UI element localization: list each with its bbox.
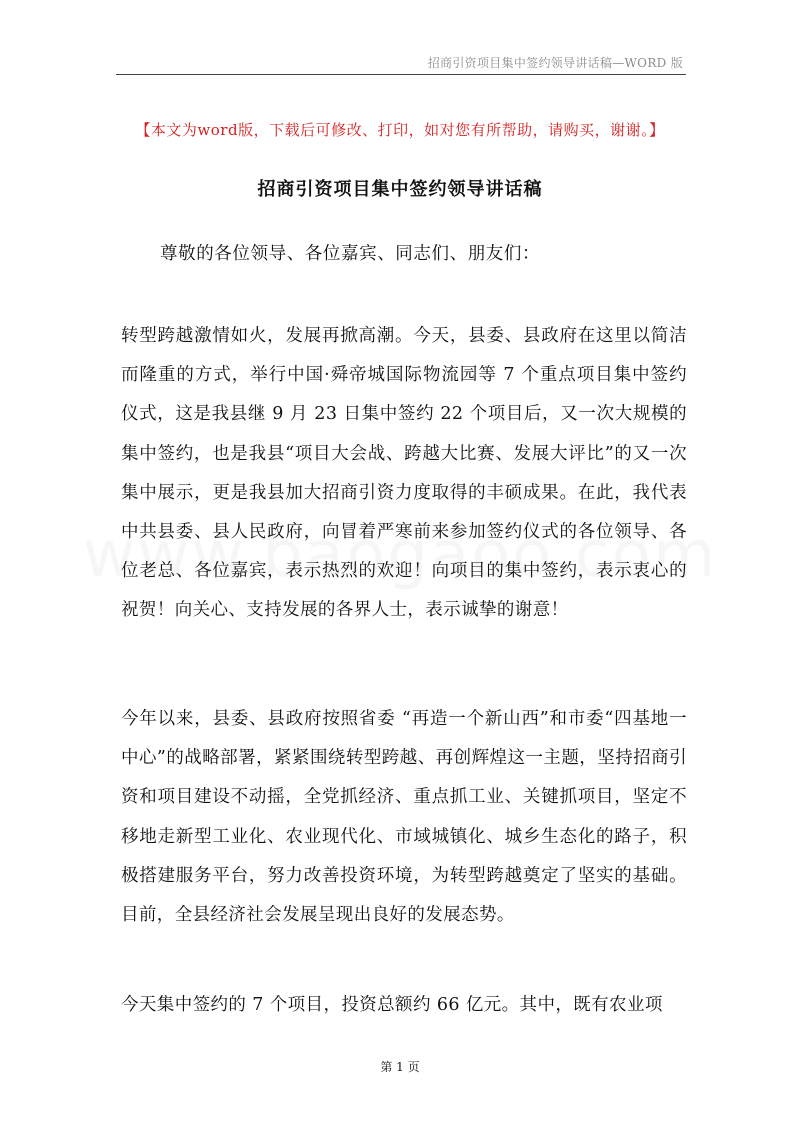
document-title: 招商引资项目集中签约领导讲话稿 (257, 179, 543, 200)
paragraph-3: 今天集中签约的 7 个项目，投资总额约 66 亿元。其中，既有农业项 (121, 995, 663, 1015)
paragraph-2: 今年以来，县委、县政府按照省委 “再造一个新山西”和市委“四基地一中心”的战略部署，紧紧围绕转型跨越、再创辉煌这一主题，坚持招商引资和项目建设不动摇，全党抓经济、重点抓工业、关键抓项目，坚定不移地走新型工业化、农业现代化、市域城镇化、城乡生态化的路子，积极搭建服务平台，努力改善投资环境，为转型跨越奠定了坚实的基础。目前，全县经济社会发展呈现出良好的发展态势。 (121, 709, 687, 926)
download-notice: 【本文为word版，下载后可修改、打印，如对您有所帮助，请购买，谢谢。】 (135, 121, 665, 139)
page-number: 第 1 页 (380, 1060, 420, 1074)
running-header: 招商引资项目集中签约领导讲话稿—WORD 版 (427, 56, 683, 70)
greeting-line: 尊敬的各位领导、各位嘉宾、同志们、朋友们： (160, 244, 541, 264)
paragraph-1: 转型跨越激情如火，发展再掀高潮。今天，县委、县政府在这里以简洁而隆重的方式，举行中国·舜帝城国际物流园等 7 个重点项目集中签约仪式，这是我县继 9 月 23 日集中签约 22 个项目后，又一次大规模的集中签约，也是我县“项目大会战、跨越大比赛、发展大评比”的又一次集中展示，更是我县加大招商引资力度取得的丰硕成果。在此，我代表中共县委、县人民政府，向冒着严寒前来参加签约仪式的各位领导、各位老总、各位嘉宾，表示热烈的欢迎！向项目的集中签约，表示衷心的祝贺！向关心、支持发展的各界人士，表示诚挚的谢意！ (121, 326, 687, 621)
header-divider (116, 74, 686, 75)
